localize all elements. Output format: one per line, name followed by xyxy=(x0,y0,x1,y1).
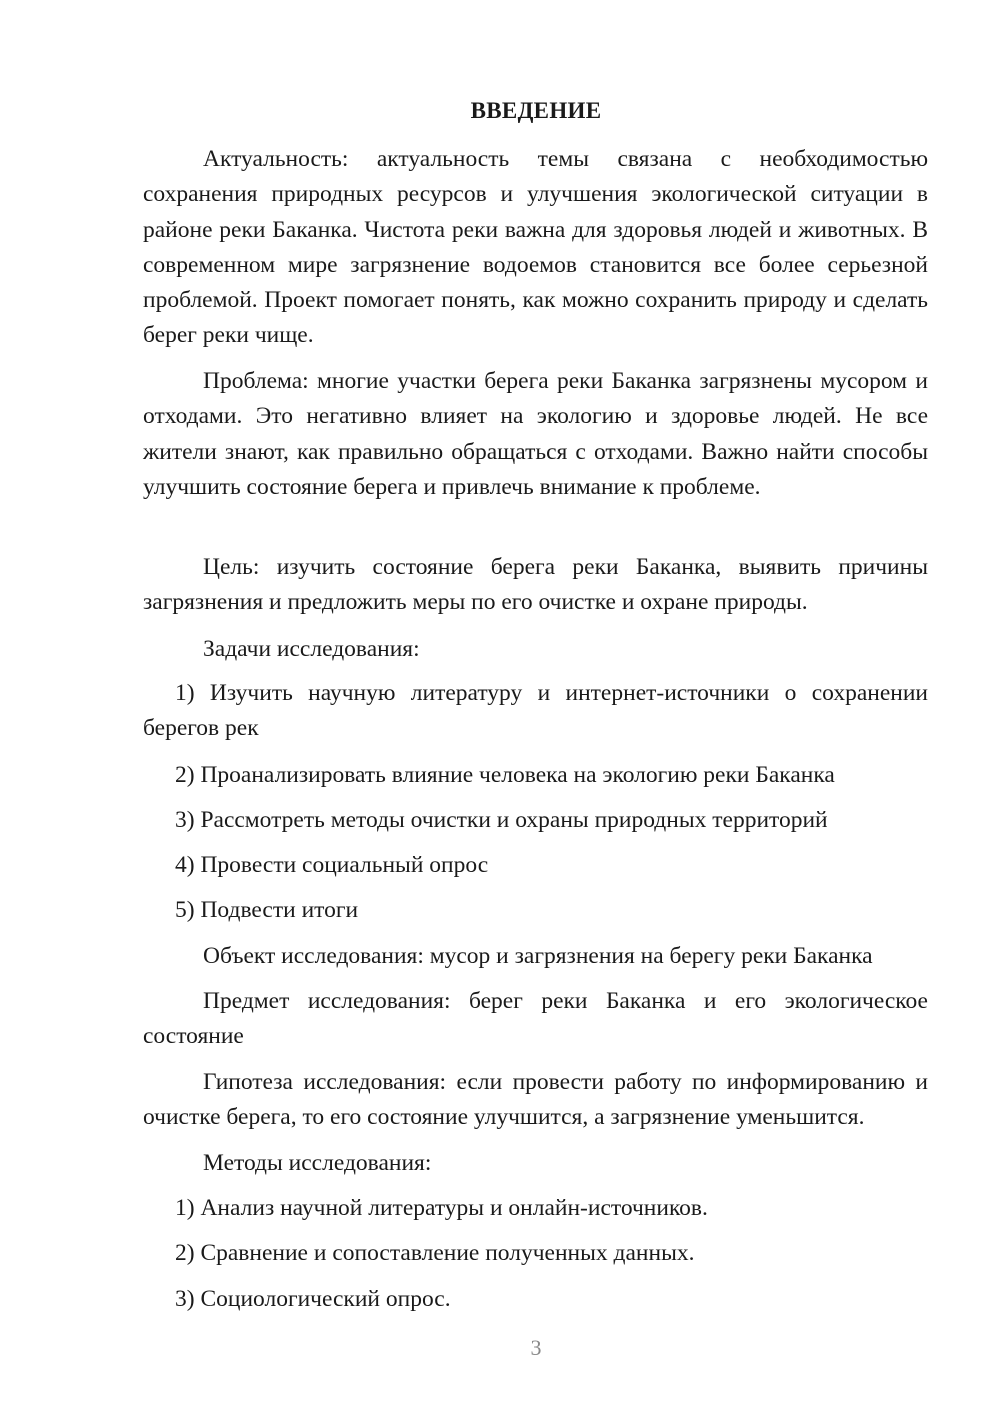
hypothesis-paragraph: Гипотеза исследования: если провести работу по информированию и очистке берега, то его состояние улучшится, а загрязнение уменьшится. xyxy=(143,1069,928,1131)
object-paragraph: Объект исследования: мусор и загрязнения на берегу реки Баканка xyxy=(203,943,873,969)
relevance-paragraph: Актуальность: актуальность темы связана с необходимостью сохранения природных ресурсов и улучшения экологической ситуации в районе реки Баканка. Чистота реки важна для здоровья людей и животных. В современном мире загрязнение водоемов становится все более серьезной проблемой. Проект помогает понять, как можно сохранить природу и сделать берег реки чище. xyxy=(143,146,928,349)
problem-paragraph: Проблема: многие участки берега реки Баканка загрязнены мусором и отходами. Это негативно влияет на экологию и здоровье людей. Не все жители знают, как правильно обращаться с отходами. Важно найти способы улучшить состояние берега и привлечь внимание к проблеме. xyxy=(143,368,928,500)
method-item-3: 3) Социологический опрос. xyxy=(175,1286,451,1312)
page-number: 3 xyxy=(530,1335,542,1360)
method-item-2: 2) Сравнение и сопоставление полученных данных. xyxy=(175,1240,695,1266)
subject-paragraph: Предмет исследования: берег реки Баканка и его экологическое состояние xyxy=(143,988,928,1050)
task-item-1: 1) Изучить научную литературу и интернет-источники о сохранении берегов рек xyxy=(143,680,928,742)
task-item-4: 4) Провести социальный опрос xyxy=(175,852,489,878)
methods-heading: Методы исследования: xyxy=(203,1150,432,1176)
goal-paragraph: Цель: изучить состояние берега реки Баканка, выявить причины загрязнения и предложить меры по его очистке и охране природы. xyxy=(143,554,928,616)
method-item-1: 1) Анализ научной литературы и онлайн-источников. xyxy=(175,1195,708,1221)
task-item-2: 2) Проанализировать влияние человека на экологию реки Баканка xyxy=(175,762,835,788)
task-item-5: 5) Подвести итоги xyxy=(175,897,359,923)
page-title: ВВЕДЕНИЕ xyxy=(470,98,602,123)
tasks-heading: Задачи исследования: xyxy=(203,636,420,662)
task-item-3: 3) Рассмотреть методы очистки и охраны природных территорий xyxy=(175,807,828,833)
